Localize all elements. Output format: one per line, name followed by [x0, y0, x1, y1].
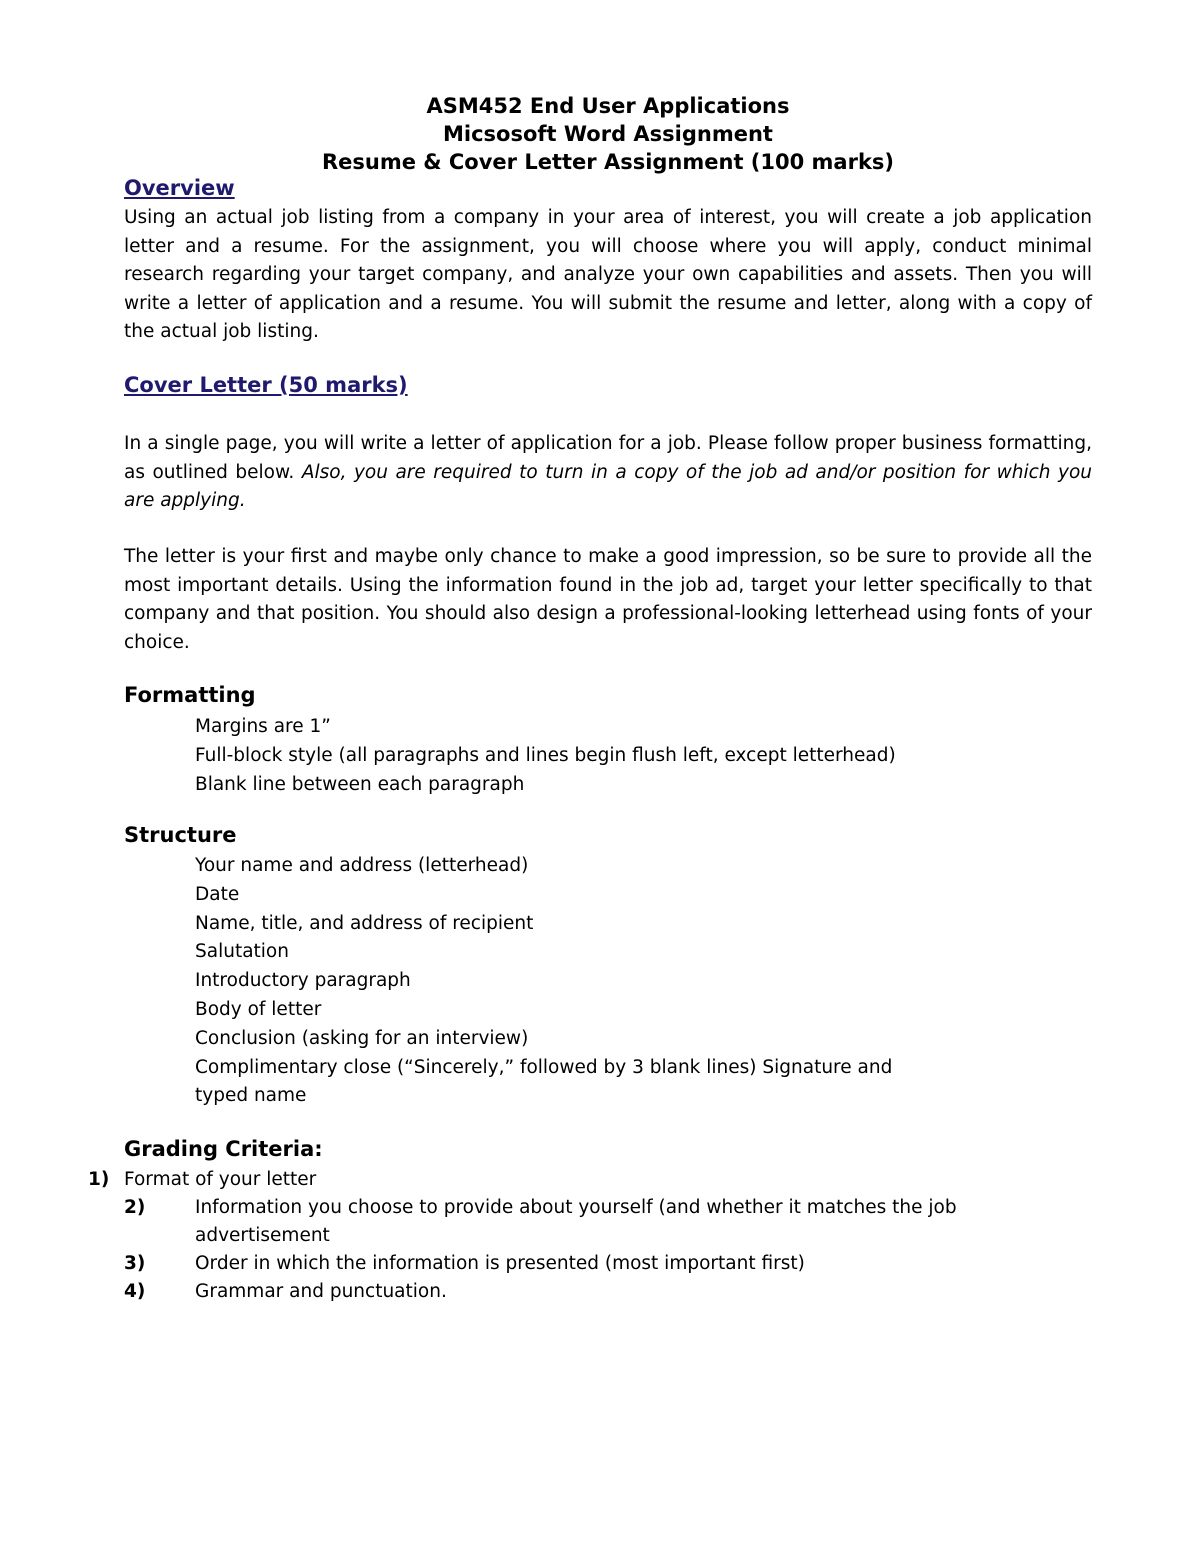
structure-item: Date [195, 883, 240, 905]
structure-item: Salutation [195, 941, 289, 963]
cover-letter-paragraph-1-italic: Also, you are required to turn in a copy of the job ad and/or position for which you are applying. [124, 461, 1092, 512]
document-title [0, 92, 1200, 176]
title-course: ASM452 End User Applications [426, 94, 790, 118]
grading-item-text: Information you choose to provide about yourself (and whether it matches the job advertisement [195, 1197, 957, 1247]
cover-letter-paragraph-1 [124, 430, 1092, 516]
cover-letter-paragraph-1-text: In a single page, you will write a letter of application for a job. Please follow proper business formatting, as outlined below. [124, 433, 1092, 483]
title-subject: Resume & Cover Letter Assignment (100 marks) [321, 150, 895, 174]
structure-item: Introductory paragraph [195, 970, 411, 992]
grading-list [0, 1166, 1200, 1306]
grading-item [0, 1278, 1200, 1306]
structure-item: Conclusion (asking for an interview) [195, 1027, 529, 1049]
structure-heading: Structure [124, 823, 237, 847]
title-assignment: Micsosoft Word Assignment [443, 122, 773, 146]
grading-item-text: Grammar and punctuation. [195, 1281, 447, 1302]
overview-paragraph: Using an actual job listing from a company in your area of interest, you will create a job application letter and a resume. For the assignment, you will choose where you will apply, conduct minimal research regarding your target company, and analyze your own capabilities and assets. Then you will write a letter of application and a resume. You will submit the resume and letter, along with a copy of the actual job listing. [124, 207, 1092, 343]
structure-item: Your name and address (letterhead) [195, 855, 529, 876]
formatting-heading: Formatting [124, 683, 256, 707]
grading-item [0, 1194, 1200, 1250]
structure-item: Body of letter [195, 998, 322, 1020]
grading-item [0, 1166, 1200, 1194]
grading-item-number: 3) [124, 1253, 146, 1274]
formatting-list [195, 713, 955, 799]
cover-letter-paragraph-2: The letter is your first and maybe only chance to make a good impression, so be sure to provide all the most important details. Using the information found in the job ad, target your letter specifically to that company and that position. You should also design a professional-looking letterhead using fonts of your choice. [124, 546, 1092, 653]
grading-item [0, 1250, 1200, 1278]
cover-letter-heading[interactable]: Cover Letter (50 marks) [124, 373, 408, 397]
overview-heading[interactable]: Overview [124, 176, 235, 200]
grading-item-number: 4) [124, 1281, 146, 1302]
formatting-item: Full-block style (all paragraphs and lines begin flush left, except letterhead) [195, 744, 896, 766]
structure-item: Name, title, and address of recipient [195, 912, 534, 934]
formatting-item: Margins are 1” [195, 716, 331, 737]
structure-list [195, 852, 955, 1111]
structure-item: Complimentary close (“Sincerely,” followed by 3 blank lines) Signature and typed name [195, 1056, 893, 1107]
formatting-item: Blank line between each paragraph [195, 773, 525, 795]
grading-item-text: Order in which the information is presented (most important first) [195, 1253, 805, 1274]
grading-item-number: 2) [124, 1197, 146, 1218]
grading-item-number: 1) [88, 1169, 110, 1190]
grading-heading: Grading Criteria: [124, 1137, 323, 1161]
grading-item-text: Format of your letter [124, 1169, 317, 1190]
